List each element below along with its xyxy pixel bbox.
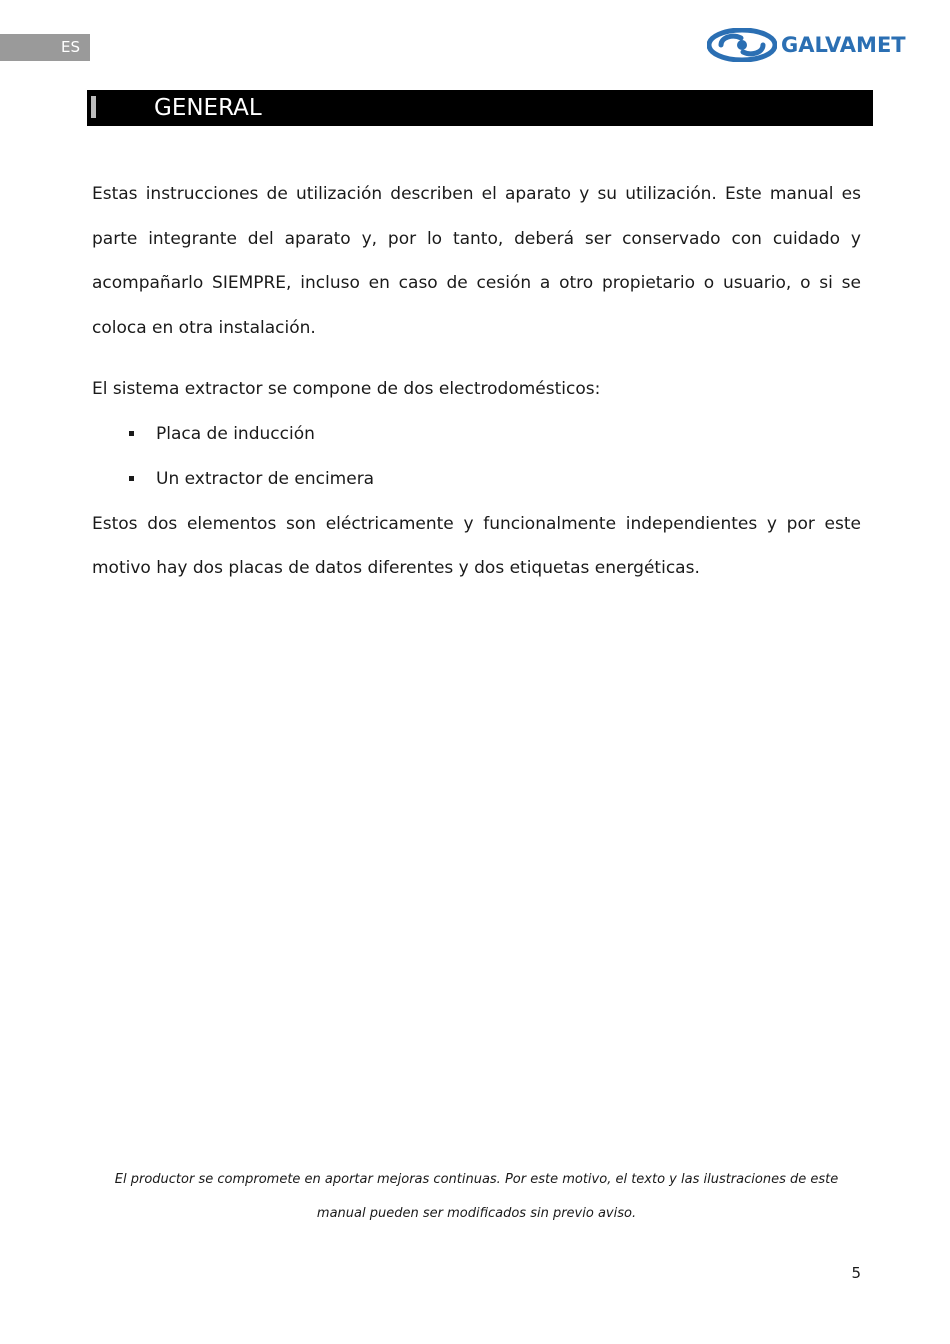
section-marker	[91, 96, 96, 118]
logo-text: GALVAMET	[781, 33, 906, 57]
independence-paragraph: Estos dos elementos son eléctricamente y funcionalmente independientes y por este motivo hay dos placas de datos diferentes y dos etiquetas energéticas.	[92, 513, 861, 578]
section-header	[87, 90, 873, 126]
square-bullet-icon	[129, 476, 134, 481]
galvamet-swirl-icon	[707, 28, 777, 62]
intro-paragraph: Estas instrucciones de utilización describen el aparato y su utilización. Este manual es parte integrante del aparato y, por lo tanto, deberá ser conservado con cuidado y acompañarlo SIEMPRE, incluso en caso de cesión a otro propietario o usuario, o si se coloca en otra instalación.	[92, 184, 861, 338]
body-content	[92, 172, 861, 591]
appliance-list	[92, 412, 861, 502]
galvamet-logo	[707, 26, 906, 64]
section-title: GENERAL	[154, 95, 262, 121]
list-item	[92, 457, 861, 502]
language-tab: ES	[0, 34, 90, 61]
square-bullet-icon	[129, 431, 134, 436]
list-item-label: Un extractor de encimera	[156, 468, 375, 489]
footer-disclaimer: El productor se compromete en aportar mejoras continuas. Por este motivo, el texto y las ilustraciones de este manual pueden ser modificados sin previo aviso.	[114, 1172, 839, 1221]
system-paragraph: El sistema extractor se compone de dos electrodomésticos:	[92, 379, 601, 399]
list-item-label: Placa de inducción	[156, 423, 315, 444]
list-item	[92, 412, 861, 457]
page-number: 5	[851, 1264, 861, 1282]
